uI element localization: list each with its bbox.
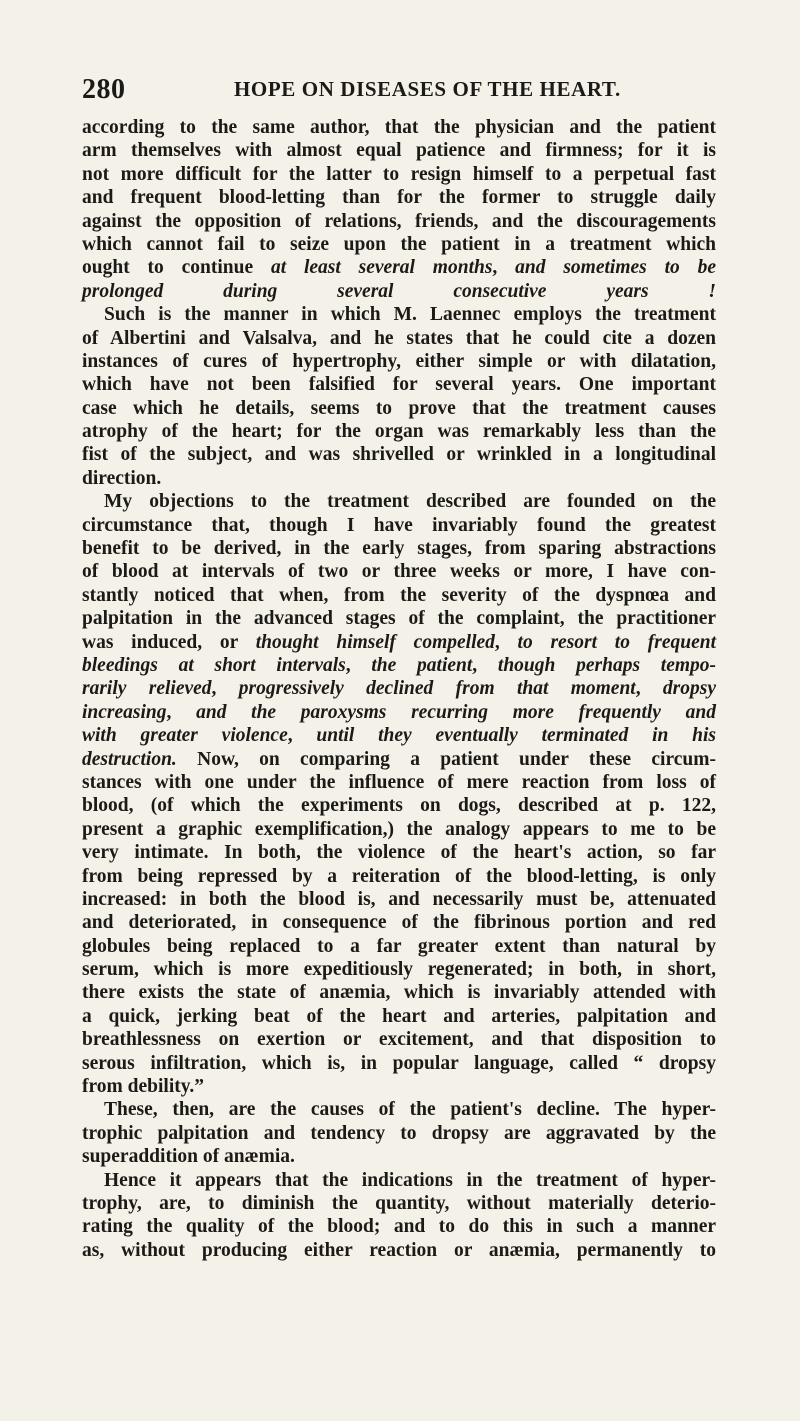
text-line xyxy=(82,116,716,139)
text-run: superaddition of anæmia. xyxy=(82,1146,295,1168)
text-run: globules being replaced to a far greater extent than natural by xyxy=(82,935,716,957)
text-line xyxy=(82,654,716,677)
text-run: stances with one under the influence of mere reaction from loss of xyxy=(82,771,716,793)
text-run: increased: in both the blood is, and necessarily must be, attenuated xyxy=(82,888,716,910)
text-line xyxy=(82,1192,716,1215)
text-line xyxy=(82,490,716,513)
text-run: of blood at intervals of two or three weeks or more, I have con- xyxy=(82,561,716,583)
text-line xyxy=(82,981,716,1004)
text-line xyxy=(82,420,716,443)
italic-text: thought himself compelled xyxy=(255,631,495,653)
italic-text: increasing xyxy=(82,701,167,723)
italic-text: and the paroxysms recurring more frequently and xyxy=(196,701,716,723)
italic-text: rarily relieved xyxy=(82,678,212,700)
italic-text: with greater violence xyxy=(82,725,288,747)
page-header xyxy=(82,74,732,104)
text-line xyxy=(82,256,716,279)
text-run: a quick, jerking beat of the heart and arteries, palpitation and xyxy=(82,1005,716,1027)
text-line xyxy=(82,1028,716,1051)
text-run: direction. xyxy=(82,467,162,489)
italic-text: destruction. xyxy=(82,748,177,770)
text-run: , xyxy=(635,678,663,700)
text-line xyxy=(82,584,716,607)
text-run: atrophy of the heart; for the organ was remarkably less than the xyxy=(82,421,716,443)
text-line xyxy=(82,350,716,373)
text-run: rating the quality of the blood; and to do this in such a manner xyxy=(82,1216,716,1238)
text-run: and deteriorated, in consequence of the fibrinous portion and red xyxy=(82,912,716,934)
text-line xyxy=(82,1169,716,1192)
italic-text: though perhaps tempo- xyxy=(497,654,717,676)
text-run: , xyxy=(345,654,372,676)
running-head: HOPE ON DISEASES OF THE HEART. xyxy=(234,77,621,101)
text-run: Such is the manner in which M. Laennec employs the treatment xyxy=(104,304,716,326)
text-line xyxy=(82,607,716,630)
text-line xyxy=(82,748,716,771)
text-run: from being repressed by a reiteration of the blood-letting, is only xyxy=(82,865,716,887)
text-run: not more difficult for the latter to resign himself to a perpetual fast xyxy=(82,163,716,185)
text-run: , xyxy=(492,257,516,279)
text-line xyxy=(82,537,716,560)
text-line xyxy=(82,911,716,934)
text-line xyxy=(82,443,716,466)
text-line xyxy=(82,1215,716,1238)
text-line xyxy=(82,467,716,490)
text-run: stantly noticed that when, from the severity of the dyspnœa and xyxy=(82,584,716,606)
text-run: , xyxy=(211,678,239,700)
italic-text: and sometimes to be xyxy=(515,257,716,279)
text-run: palpitation in the advanced stages of the complaint, the practitioner xyxy=(82,608,716,630)
text-line xyxy=(82,139,716,162)
text-line xyxy=(82,1005,716,1028)
text-line xyxy=(82,631,716,654)
text-line xyxy=(82,327,716,350)
text-run: circumstance that, though I have invariably found the greatest xyxy=(82,514,716,536)
text-run: trophy, are, to diminish the quantity, without materially deterio- xyxy=(82,1192,716,1214)
text-run: present a graphic exemplification,) the analogy appears to me to be xyxy=(82,818,716,840)
text-line xyxy=(82,1239,716,1262)
text-line xyxy=(82,888,716,911)
text-line xyxy=(82,724,716,747)
text-run: , xyxy=(166,701,197,723)
page-number: 280 xyxy=(82,74,126,105)
text-line xyxy=(82,233,716,256)
text-run: from debility.” xyxy=(82,1076,205,1098)
text-run: instances of cures of hypertrophy, either simple or with dilatation, xyxy=(82,350,716,372)
text-run: , xyxy=(472,654,498,676)
text-run: very intimate. In both, the violence of the heart's action, so far xyxy=(82,842,716,864)
text-run: was induced, or xyxy=(82,631,256,653)
italic-text: at least several months xyxy=(270,257,493,279)
text-line xyxy=(82,818,716,841)
text-line xyxy=(82,1145,716,1168)
italic-text: until they eventually terminated in his xyxy=(316,725,716,747)
text-run: serum, which is more expeditiously regenerated; in both, in short, xyxy=(82,959,716,981)
text-line xyxy=(82,677,716,700)
text-run: which have not been falsified for several years. One important xyxy=(82,374,716,396)
text-line xyxy=(82,841,716,864)
text-line xyxy=(82,560,716,583)
text-line xyxy=(82,210,716,233)
text-run: blood, (of which the experiments on dogs, described at p. 122, xyxy=(82,795,716,817)
italic-text: the patient xyxy=(371,654,473,676)
italic-text: prolonged during several consecutive years ! xyxy=(82,280,716,302)
text-run: arm themselves with almost equal patience and firmness; for it is xyxy=(82,140,716,162)
text-line xyxy=(82,771,716,794)
italic-text: to resort to frequent xyxy=(517,631,716,653)
text-line xyxy=(82,935,716,958)
text-run: and frequent blood-letting than for the former to struggle daily xyxy=(82,187,716,209)
text-run: against the opposition of relations, friends, and the discouragements xyxy=(82,210,716,232)
text-run: according to the same author, that the physician and the patient xyxy=(82,117,716,138)
text-line xyxy=(82,280,716,303)
text-run: Hence it appears that the indications in the treatment of hyper- xyxy=(104,1169,716,1191)
italic-text: bleedings at short intervals xyxy=(82,654,346,676)
text-line xyxy=(82,1122,716,1145)
text-line xyxy=(82,865,716,888)
body-text xyxy=(82,116,716,1262)
text-line xyxy=(82,701,716,724)
text-run: These, then, are the causes of the patient's decline. The hyper- xyxy=(104,1099,716,1121)
text-run: there exists the state of anæmia, which is invariably attended with xyxy=(82,982,716,1004)
text-run: , xyxy=(494,631,518,653)
text-run: breathlessness on exertion or excitement, and that disposition to xyxy=(82,1029,716,1051)
text-line xyxy=(82,1075,716,1098)
text-line xyxy=(82,1098,716,1121)
text-line xyxy=(82,397,716,420)
text-run: fist of the subject, and was shrivelled or wrinkled in a longitudinal xyxy=(82,444,716,466)
text-line xyxy=(82,373,716,396)
text-line xyxy=(82,514,716,537)
text-run: serous infiltration, which is, in popular language, called “ dropsy xyxy=(82,1052,716,1074)
text-run: , xyxy=(287,725,317,747)
text-line xyxy=(82,303,716,326)
text-run: trophic palpitation and tendency to dropsy are aggravated by the xyxy=(82,1122,716,1144)
text-run: Now, on comparing a patient under these circum- xyxy=(176,748,716,770)
text-run: benefit to be derived, in the early stages, from sparing abstractions xyxy=(82,538,716,560)
text-line xyxy=(82,186,716,209)
text-run: of Albertini and Valsalva, and he states that he could cite a dozen xyxy=(82,327,716,349)
text-run: which cannot fail to seize upon the patient in a treatment which xyxy=(82,233,716,255)
text-run: case which he details, seems to prove that the treatment causes xyxy=(82,397,716,419)
text-run: My objections to the treatment described are founded on the xyxy=(104,491,716,513)
text-line xyxy=(82,794,716,817)
text-run: as, without producing either reaction or anæmia, permanently to xyxy=(82,1239,716,1261)
italic-text: progressively declined from that moment xyxy=(238,678,636,700)
text-line xyxy=(82,163,716,186)
italic-text: dropsy xyxy=(662,678,716,700)
text-run: ought to continue xyxy=(82,257,271,279)
text-line xyxy=(82,1052,716,1075)
text-line xyxy=(82,958,716,981)
